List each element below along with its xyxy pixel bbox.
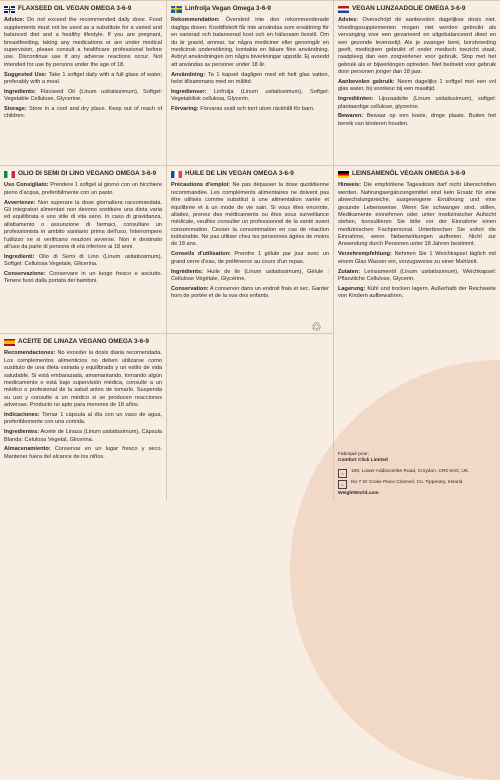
- made-for-label: Fabriqué pour:: [338, 452, 370, 457]
- section-english: FLAXSEED OIL VEGAN OMEGA 3-6-9 Advice: Do not exceed the recommended daily dose. Food supplements must not be used as a substitute for a varied and balanced diet and a healthy lifestyle. If you are pregnant, breastfeeding, taking any medications or are under medical supervision, please consult a healthcare professional before use. Discontinue use if any adverse reactions occur. Not intended for use by persons under the age of 18. Suggested Use: Take 1 softgel daily with a full glass of water, preferably with a meal. Ingredients: Flaxseed Oil (Linum usitatissimum), Softgel: Vegetable Cellulose, Glycerine. Storage: Store in a cool and dry place. Keep out of reach of children.: [4, 5, 162, 120]
- france-flag-icon: [171, 171, 182, 178]
- section-german: LEINSAMENÖL VEGAN OMEGA 3-6-9 Hinweis: Die empfohlene Tagesdosis darf nicht überschritten werden. Nahrungsergänzungsmittel sind kein Ersatz für eine abwechslungsreiche, ausgewogene Ernährung und eine gesunde Lebensweise. Wenn Sie schwanger sind, stillen, Medikamente einnehmen oder unter medizinischer Aufsicht stehen, konsultieren Sie bitte vor der Einnahme einen medizinischen Fachpersonal. Unterbrechen Sie sofort die Einnahme, wenn Nebenwirkungen auftreten. Nicht zur Anwendung durch Personen unter 18 Jahren bestimmt. Verzehrempfehlung: Nehmen Sie 1 Weichkapsel täglich mit einem Glas Wasser ein, vorzugsweise zu einer Mahlzeit. Zutaten: Leinsamenöl (Linum usitatissimum), Weichkapsel: Pflanzliche Cellulose, Glycerin. Lagerung: Kühl und trocken lagern. Außerhalb der Reichweite von Kindern aufbewahren.: [338, 170, 496, 300]
- company-name: Comfort Click Limited: [338, 458, 388, 464]
- row-divider: [0, 333, 333, 334]
- uk-flag-icon: [4, 6, 15, 13]
- germany-flag-icon: [338, 171, 349, 178]
- row-divider: [0, 0, 500, 1]
- netherlands-flag-icon: [338, 6, 349, 13]
- manufacturer-info: [338, 452, 498, 497]
- factory-icon: ⌂: [338, 469, 347, 478]
- importer-icon: ⌂: [338, 480, 347, 489]
- section-title: HUILE DE LIN VEGAN OMEGA 3-6-9: [185, 170, 294, 177]
- section-title: LEINSAMENÖL VEGAN OMEGA 3-6-9: [352, 170, 466, 177]
- section-french: HUILE DE LIN VEGAN OMEGA 3-6-9 Précautions d'emploi: Ne pas dépasser la dose quotidienne recommandée. Les compléments alimentaires ne doivent pas être utilisés comme substitut à une alimentation variée et équilibrée et à un mode de vie sain. Si vous êtes enceinte, allaitez, prenez des médicaments ou êtes sous surveillance médicale, veuillez consulter un professionnel de la santé avant consommation. Cesser la consommation en cas de réaction indésirable. Ne pas utiliser chez les personnes âgées de moins de 18 ans. Conseils d'utilisation: Prendre 1 gélule par jour avec un grand verre d'eau, de préférence au cours d'un repas. Ingrédients: Huile de lin (Linum usitatissimum), Gélule : Cellulose Végétale, Glycérine. Conservation: A conserver dans un endroit frais et sec. Garder hors de portée et de la vue des enfants.: [171, 170, 329, 300]
- website: WeightWorld.com: [338, 490, 379, 496]
- row-divider: [0, 165, 500, 166]
- sweden-flag-icon: [171, 6, 182, 13]
- italy-flag-icon: [4, 171, 15, 178]
- section-title: VEGAN LIJNZAADOLIE OMEGA 3-6-9: [352, 5, 466, 12]
- recycling-icon: ♲: [311, 320, 322, 334]
- section-title: Linfrolja Vegan Omega 3-6-9: [185, 5, 271, 12]
- section-title: FLAXSEED OIL VEGAN OMEGA 3-6-9: [18, 5, 132, 12]
- section-spanish: ACEITE DE LINAZA VEGANO OMEGA 3-6-9 Recomendaciones: No exceder la dosis diaria recomendada. Los complementos alimenticios no deben utilizarse como sustituto de una dieta variada y equilibrada y un estilo de vida saludable. Si está embarazada, amamantando, tomando algún medicamento o está bajo supervisión médica, consulte a un médico o profesional de la salud antes de tomarlo. Suspenda su uso y consulte a un médico si se producen reacciones adversas. Producto no apto para menores de 18 años. Indicaciones: Tomar 1 cápsula al día con un vaso de agua, preferiblemente con una comida. Ingredientes: Aceite de Linaza (Linum usitatissimum), Cápsula Blanda: Celulosa Vegetal, Glicerina. Almacenamiento: Conservar en un lugar fresco y seco. Mantener fuera del alcance de los niños.: [4, 338, 163, 460]
- section-swedish: Linfrolja Vegan Omega 3-6-9 Rekommendation: Överskrid inte den rekommenderade dagliga dosen. Kosttillskott får inte användas som ersättning för en varierad och balanserad kost och en hälsosam livsstil. Om du är gravid, ammar, tar några mediciner eller genomgår en medicinsk undersökning, kontakta en läkare före användning. Avbryt användningen om några biverkningar uppstår. Ej avsedd att användas av personer under 18 år. Användning: Ta 1 kapsel dagligen med ett helt glas vatten, helst tillsammans med en måltid. Ingredienser: Linfrolja (Linum usitatissimum), Softgel: Vegetabilisk cellulosa, Glycerin. Förvaring: Förvaras svalt och torrt utom räckhåll för barn.: [171, 5, 329, 113]
- section-title: ACEITE DE LINAZA VEGANO OMEGA 3-6-9: [18, 338, 149, 345]
- address-ireland: No 7 Dr Croke Place Clonmel, Co. Tipperary, Ireland: [351, 479, 463, 485]
- spain-flag-icon: [4, 339, 15, 346]
- address-uk: 106, Lower Addiscombe Road, Croydon, CR0 6AD, UK.: [351, 468, 470, 474]
- section-title: OLIO DI SEMI DI LINO VEGANO OMEGA 3-6-9: [18, 170, 157, 177]
- section-dutch: VEGAN LIJNZAADOLIE OMEGA 3-6-9 Advies: Overschrijd de aanbevolen dagelijkse dosis niet. Voedingssupplementen mogen niet worden gebruikt als vervanging voor een gevarieerd en uitgebalanceerd dieet en een gezonde levensstijl. Als je zwanger bent, borstvoeding geeft, medicijnen gebruikt of onder medisch toezicht staat, raadpleeg dan een zorgverlener voor gebruik. Stop met het gebruik als er bijwerkingen optreden. Niet bedoeld voor gebruik door personen jonger dan 18 jaar. Aanbevolen gebruik: Neem dagelijks 1 softgel met een vol glas water, bij voorkeur bij een maaltijd. Ingrediënten: Lijnzaadolie (Linum usitatissimum), softgel: plantaardige cellulose, glycerine. Bewaren: Bewaar op een koele, droge plaats. Buiten het bereik van kinderen houden.: [338, 5, 496, 127]
- section-italian: OLIO DI SEMI DI LINO VEGANO OMEGA 3-6-9 Uso Consigliato: Prendere 1 softgel al giorno con un bicchiere pieno d'acqua, preferibilmente con un pasto. Avvertenze: Non superare la dose giornaliera raccomandata. Gli integratori alimentari non devono sostituire una dieta varia ed equilibrata e uno stile di vita sano. In caso di gravidanza, allattamento o assunzione di farmaci, consultare un professionista in ambito sanitario prima dell'uso. Interrompere l'utilizzo se si verificano reazioni avverse. Non è destinato all'uso da parte di persone di età inferiore ai 18 anni. Ingredienti: Olio di Semi di Lino (Linum usitatissimum), Softgel: Cellulosa Vegetale, Glicerina. Conservazione: Conservare in un luogo fresco e asciutto. Tenere fuori dalla portata dei bambini.: [4, 170, 162, 285]
